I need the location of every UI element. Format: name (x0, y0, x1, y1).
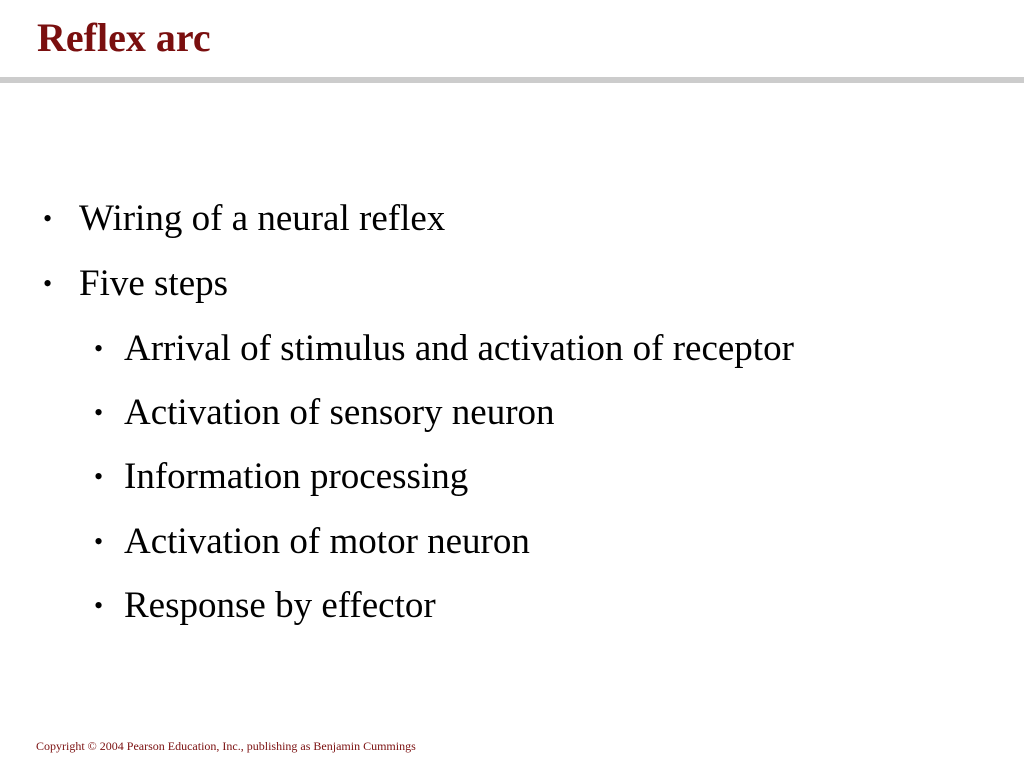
bullet-icon: • (94, 398, 104, 427)
sub-bullet-item (94, 520, 530, 564)
slide-title: Reflex arc (37, 15, 211, 60)
bullet-text: Five steps (79, 263, 229, 304)
bullet-text: Information processing (124, 456, 469, 497)
sub-bullet-item (94, 327, 794, 371)
bullet-text: Wiring of a neural reflex (79, 198, 446, 239)
bullet-icon: • (94, 527, 104, 556)
bullet-icon: • (43, 269, 53, 298)
bullet-text: Arrival of stimulus and activation of receptor (124, 328, 794, 369)
sub-bullet-item (94, 391, 555, 435)
sub-bullet-item (94, 455, 469, 499)
title-divider (0, 77, 1024, 83)
bullet-text: Activation of motor neuron (124, 521, 530, 562)
bullet-icon: • (43, 204, 53, 233)
bullet-icon: • (94, 334, 104, 363)
copyright-footer: Copyright © 2004 Pearson Education, Inc., publishing as Benjamin Cummings (36, 739, 416, 753)
bullet-icon: • (94, 591, 104, 620)
bullet-text: Activation of sensory neuron (124, 392, 555, 433)
bullet-item (43, 262, 229, 306)
bullet-text: Response by effector (124, 585, 436, 626)
sub-bullet-item (94, 584, 436, 628)
bullet-icon: • (94, 462, 104, 491)
bullet-item (43, 197, 446, 241)
